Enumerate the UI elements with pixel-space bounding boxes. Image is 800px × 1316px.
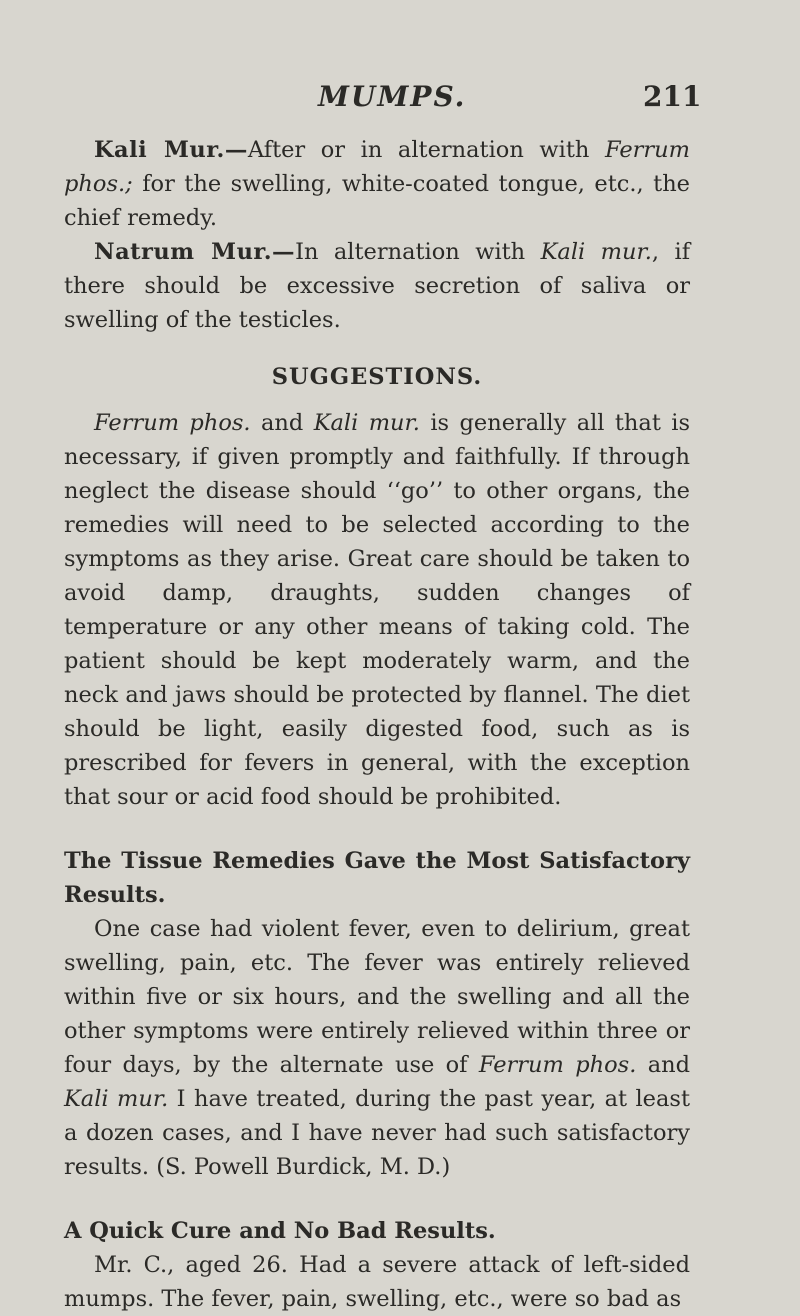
remedy-text: , if there should be excessive secretion of saliva or swelling of the testicles. [64, 239, 691, 333]
suggestions-italic: Kali mur. [313, 410, 420, 436]
remedy-natrum-mur [64, 235, 690, 337]
case-italic: Kali mur. [64, 1086, 169, 1112]
section-heading-suggestions: SUGGESTIONS. [271, 364, 483, 390]
remedy-name: Natrum Mur.— [94, 239, 296, 265]
suggestions-italic: Ferrum phos. [94, 410, 251, 436]
remedy-text: After or in alternation with [247, 137, 605, 163]
page-header [0, 80, 800, 120]
case-heading-quick-cure: A Quick Cure and No Bad Results. [64, 1218, 496, 1244]
remedy-italic: Kali mur. [540, 239, 652, 265]
case-signature: (S. Powell Burdick, M. D.) [156, 1154, 451, 1180]
case-paragraph-1 [64, 912, 690, 1184]
suggestions-text: is generally all that is necessary, if given promptly and faithfully. If through neglect the disease should ‘‘go’’ to other organs, the remedies will need to be selected according to the symptoms as they arise. Great care should be taken to avoid damp, draughts, sudden changes of temperature or any other means of taking cold. The patient should be kept moderately warm, and the neck and jaws should be protected by flannel. The diet should be light, easily digested food, such as is prescribed for fevers in general, with the exception that sour or acid food should be prohibited. [64, 410, 691, 810]
case-text: One case had violent fever, even to delirium, great swelling, pain, etc. The fever was entirely relieved within five or six hours, and the swelling and all the other symptoms were entirely relieved within three or four days, by the alternate use of [64, 916, 690, 1078]
case-text: I have treated, during the past year, at least a dozen cases, and I have never had such satisfactory results. [64, 1086, 690, 1180]
remedy-name: Kali Mur.— [94, 137, 248, 163]
remedy-text: for the swelling, white-coated tongue, etc., the chief remedy. [64, 171, 690, 231]
suggestions-text: and [250, 410, 314, 436]
case-heading-tissue-remedies: The Tissue Remedies Gave the Most Satisfactory Results. [64, 848, 690, 908]
page-body [64, 133, 690, 1316]
remedy-text: In alternation with [295, 239, 541, 265]
remedy-italic: Ferrum phos.; [64, 137, 691, 197]
case-text: and [636, 1052, 690, 1078]
page-number: 211 [643, 80, 702, 113]
remedy-kali-mur [64, 133, 690, 235]
suggestions-paragraph [64, 406, 690, 814]
case-paragraph-2: Mr. C., aged 26. Had a severe attack of left-sided mumps. The fever, pain, swelling, etc., were so bad as [64, 1252, 690, 1312]
case-italic: Ferrum phos. [478, 1052, 637, 1078]
running-title: MUMPS. [318, 80, 467, 113]
